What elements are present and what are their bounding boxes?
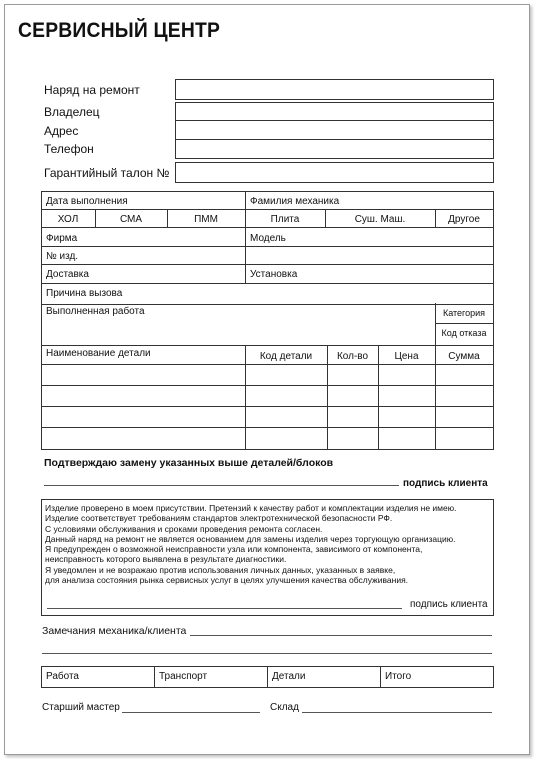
client-signature-label: подпись клиента [403, 478, 488, 489]
installation-label: Установка [250, 269, 298, 280]
row-divider [41, 427, 494, 428]
category-pmm[interactable]: ПММ [194, 214, 218, 225]
total-work-label: Работа [46, 671, 79, 682]
notice-line: неисправность которого выявлена в результате диагностики. [45, 554, 287, 565]
total-sum-label: Итого [385, 671, 412, 682]
notice-text [45, 503, 490, 585]
work-performed-label: Выполненная работа [46, 306, 145, 317]
service-order-form [4, 4, 530, 755]
delivery-label: Доставка [46, 269, 89, 280]
mechanic-label: Фамилия механика [250, 196, 340, 207]
row-divider [41, 283, 494, 284]
date-label: Дата выполнения [46, 196, 128, 207]
notice-signature-line[interactable] [47, 608, 402, 609]
owner-label: Владелец [44, 105, 100, 119]
senior-master-label: Старший мастер [42, 702, 120, 713]
quantity-header: Кол-во [336, 351, 369, 362]
mechanic-remarks-label: Замечания механика/клиента [42, 625, 187, 637]
notice-line: Изделие соответствует требованиям стандартов электротехнической безопасности РФ. [45, 513, 393, 524]
row-divider [41, 385, 494, 386]
address-field[interactable] [176, 121, 492, 138]
price-header: Цена [394, 351, 419, 362]
column-divider [154, 666, 155, 688]
row-divider [41, 246, 494, 247]
row-divider [41, 364, 494, 365]
warehouse-signature-line[interactable] [302, 712, 492, 713]
owner-field[interactable] [176, 103, 492, 120]
notice-line: Изделие проверено в моем присутствии. Претензий к качеству работ и комплектации изделия не имею. [45, 503, 457, 513]
category-stove[interactable]: Плита [270, 214, 300, 225]
mechanic-remarks-line-1[interactable] [190, 635, 492, 636]
client-signature-line[interactable] [44, 485, 399, 486]
total-transport-label: Транспорт [159, 671, 208, 682]
firm-label: Фирма [46, 233, 78, 244]
total-parts-label: Детали [272, 671, 306, 682]
repair-order-label: Наряд на ремонт [44, 83, 140, 97]
notice-line: Я уведомлен и не возражаю против использования личных данных, указанных в заявке, [45, 564, 396, 575]
refusal-code-label: Код отказа [441, 328, 487, 338]
address-label: Адрес [44, 124, 79, 138]
phone-field[interactable] [176, 140, 492, 157]
category-other[interactable]: Другое [448, 214, 480, 225]
warranty-field[interactable] [175, 162, 494, 183]
row-divider [435, 323, 493, 324]
senior-master-signature-line[interactable] [122, 712, 260, 713]
row-divider [41, 264, 494, 265]
page-title: СЕРВИСНЫЙ ЦЕНТР [18, 19, 221, 42]
column-divider [245, 191, 246, 283]
confirm-replacement-text: Подтверждаю замену указанных выше деталей/блоков [44, 457, 334, 469]
notice-line: Я предупрежден о возможной неисправности узла или компонента, зависимого от компонента, [45, 544, 423, 555]
serial-label: № изд. [46, 251, 79, 262]
category-label: Категория [442, 308, 486, 318]
warehouse-label: Склад [270, 702, 299, 713]
column-divider [380, 666, 381, 688]
row-divider [41, 406, 494, 407]
row-divider [41, 209, 494, 210]
notice-line: Данный наряд на ремонт не является основанием для замены изделия через торгующую организацию. [45, 533, 456, 544]
category-dryer[interactable]: Суш. Маш. [354, 214, 406, 225]
sum-header: Сумма [448, 351, 480, 362]
mechanic-remarks-line-2[interactable] [42, 653, 492, 654]
part-name-header: Наименование детали [46, 348, 151, 359]
column-divider [267, 666, 268, 688]
part-code-header: Код детали [259, 351, 313, 362]
notice-signature-label: подпись клиента [410, 599, 488, 610]
notice-line: С условиями обслуживания и сроками проведения ремонта согласен. [45, 523, 323, 534]
category-sma[interactable]: СМА [119, 214, 143, 225]
repair-order-field[interactable] [175, 79, 494, 100]
model-label: Модель [250, 233, 286, 244]
warranty-label: Гарантийный талон № [44, 166, 170, 180]
category-hol[interactable]: ХОЛ [57, 214, 79, 225]
notice-line: для анализа состояния рынка сервисных услуг в целях улучшения качества обслуживания. [45, 575, 409, 586]
phone-label: Телефон [44, 142, 94, 156]
call-reason-label: Причина вызова [46, 288, 123, 299]
row-divider [41, 227, 494, 228]
